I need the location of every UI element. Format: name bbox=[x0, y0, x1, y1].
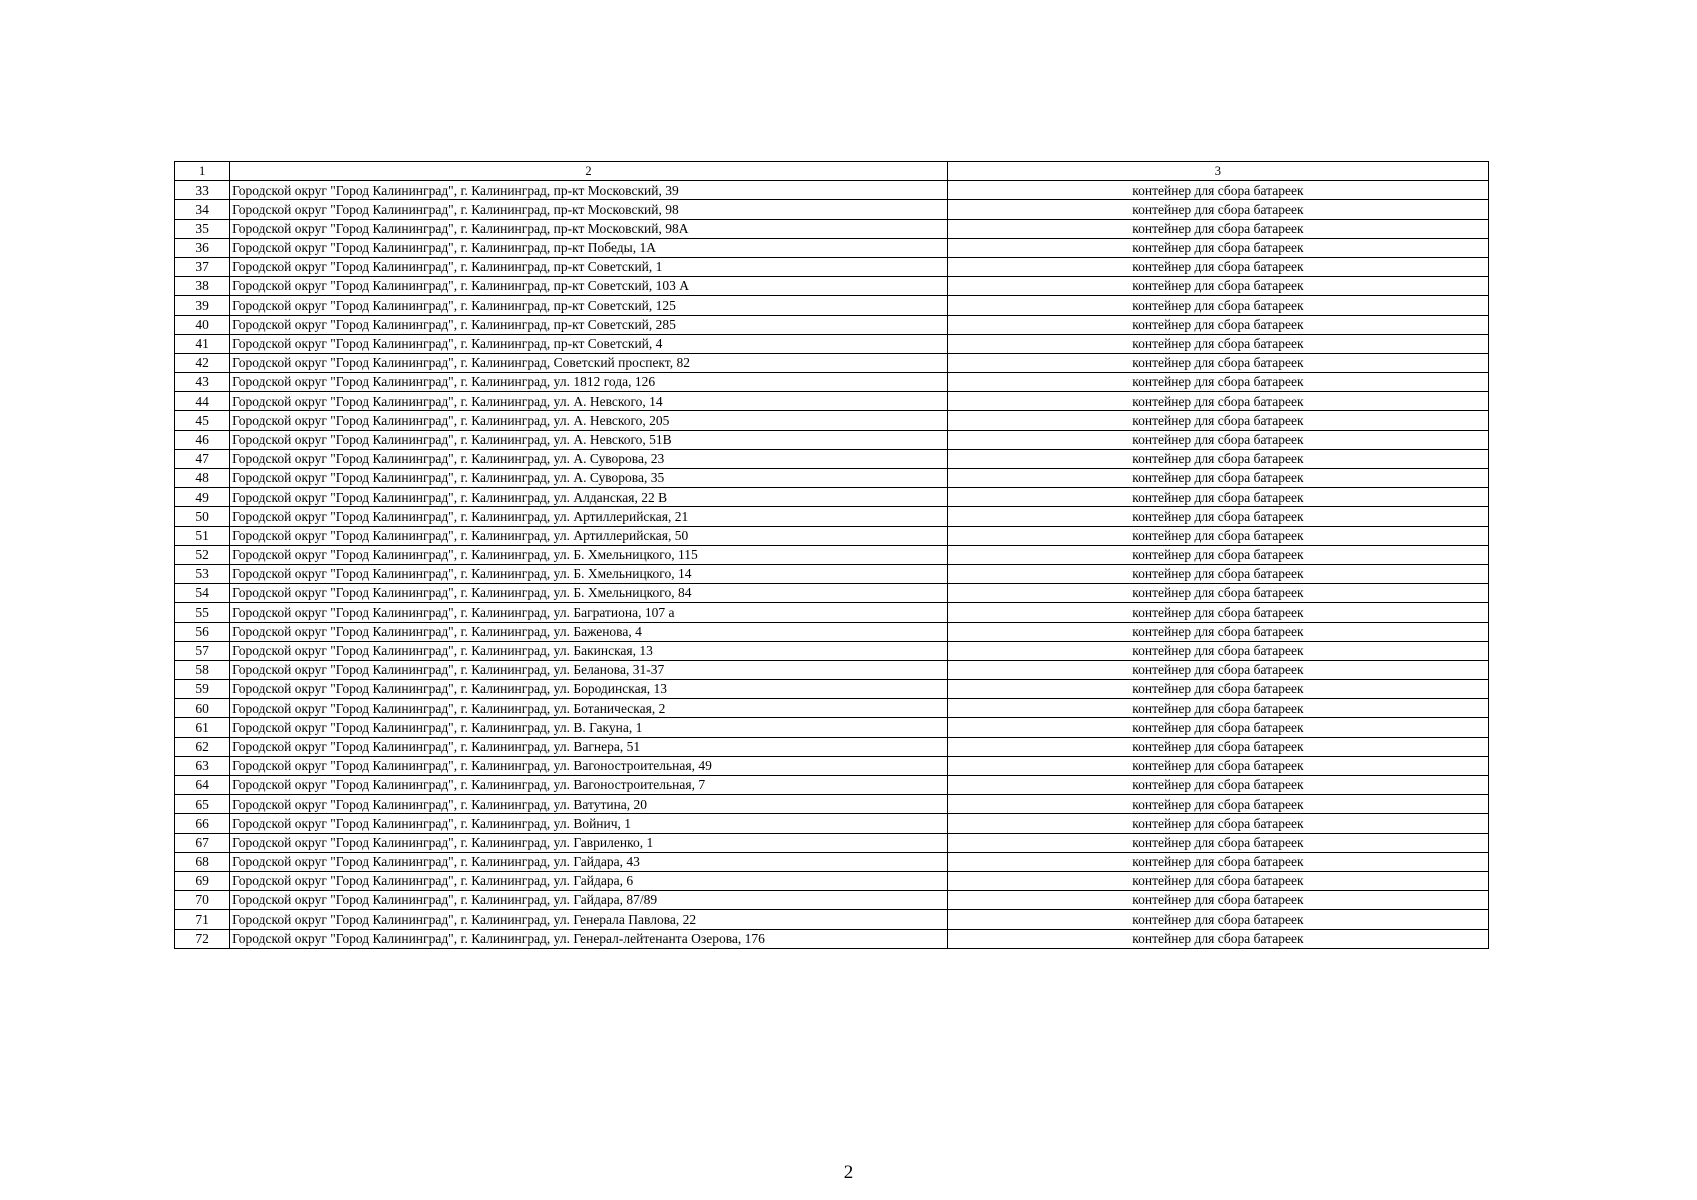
table-row bbox=[175, 852, 1489, 871]
row-number-cell: 46 bbox=[175, 430, 230, 449]
table-row bbox=[175, 660, 1489, 679]
row-type-cell: контейнер для сбора батареек bbox=[947, 257, 1488, 276]
table-row bbox=[175, 756, 1489, 775]
row-number-cell: 62 bbox=[175, 737, 230, 756]
row-type-cell: контейнер для сбора батареек bbox=[947, 871, 1488, 890]
row-address-cell: Городской округ "Город Калининград", г. Калининград, пр-кт Советский, 285 bbox=[230, 315, 948, 334]
row-type-cell: контейнер для сбора батареек bbox=[947, 929, 1488, 948]
table-header-row bbox=[175, 162, 1489, 181]
row-address-cell: Городской округ "Город Калининград", г. Калининград, ул. Алданская, 22 В bbox=[230, 488, 948, 507]
row-address-cell: Городской округ "Город Калининград", г. Калининград, ул. Ботаническая, 2 bbox=[230, 699, 948, 718]
table-row bbox=[175, 699, 1489, 718]
row-type-cell: контейнер для сбора батареек bbox=[947, 660, 1488, 679]
table-row bbox=[175, 814, 1489, 833]
row-type-cell: контейнер для сбора батареек bbox=[947, 353, 1488, 372]
table-row bbox=[175, 584, 1489, 603]
row-number-cell: 56 bbox=[175, 622, 230, 641]
row-type-cell: контейнер для сбора батареек bbox=[947, 373, 1488, 392]
row-type-cell: контейнер для сбора батареек bbox=[947, 392, 1488, 411]
table-row bbox=[175, 411, 1489, 430]
row-number-cell: 71 bbox=[175, 910, 230, 929]
row-number-cell: 37 bbox=[175, 257, 230, 276]
row-address-cell: Городской округ "Город Калининград", г. Калининград, пр-кт Московский, 98 bbox=[230, 200, 948, 219]
row-type-cell: контейнер для сбора батареек bbox=[947, 718, 1488, 737]
row-address-cell: Городской округ "Город Калининград", г. Калининград, ул. Войнич, 1 bbox=[230, 814, 948, 833]
row-address-cell: Городской округ "Город Калининград", г. Калининград, пр-кт Советский, 4 bbox=[230, 334, 948, 353]
table-row bbox=[175, 430, 1489, 449]
row-number-cell: 66 bbox=[175, 814, 230, 833]
row-address-cell: Городской округ "Город Калининград", г. Калининград, пр-кт Московский, 39 bbox=[230, 181, 948, 200]
row-number-cell: 33 bbox=[175, 181, 230, 200]
page-number: 2 bbox=[843, 1162, 854, 1183]
table-row bbox=[175, 277, 1489, 296]
row-number-cell: 57 bbox=[175, 641, 230, 660]
row-number-cell: 41 bbox=[175, 334, 230, 353]
row-number-cell: 58 bbox=[175, 660, 230, 679]
row-address-cell: Городской округ "Город Калининград", г. Калининград, ул. Вагоностроительная, 7 bbox=[230, 776, 948, 795]
table-row bbox=[175, 622, 1489, 641]
row-address-cell: Городской округ "Город Калининград", г. Калининград, ул. Гайдара, 43 bbox=[230, 852, 948, 871]
row-number-cell: 55 bbox=[175, 603, 230, 622]
row-address-cell: Городской округ "Город Калининград", г. Калининград, ул. Б. Хмельницкого, 115 bbox=[230, 545, 948, 564]
row-type-cell: контейнер для сбора батареек bbox=[947, 238, 1488, 257]
header-cell-number: 1 bbox=[175, 162, 230, 181]
table-row bbox=[175, 257, 1489, 276]
locations-table bbox=[174, 161, 1489, 949]
row-type-cell: контейнер для сбора батареек bbox=[947, 795, 1488, 814]
table-row bbox=[175, 833, 1489, 852]
header-cell-type: 3 bbox=[947, 162, 1488, 181]
row-number-cell: 53 bbox=[175, 564, 230, 583]
row-number-cell: 60 bbox=[175, 699, 230, 718]
table-row bbox=[175, 871, 1489, 890]
row-type-cell: контейнер для сбора батареек bbox=[947, 564, 1488, 583]
row-address-cell: Городской округ "Город Калининград", г. Калининград, ул. Бородинская, 13 bbox=[230, 680, 948, 699]
row-address-cell: Городской округ "Город Калининград", г. Калининград, пр-кт Победы, 1А bbox=[230, 238, 948, 257]
table-row bbox=[175, 603, 1489, 622]
table-row bbox=[175, 526, 1489, 545]
row-number-cell: 36 bbox=[175, 238, 230, 257]
row-address-cell: Городской округ "Город Калининград", г. Калининград, ул. Б. Хмельницкого, 84 bbox=[230, 584, 948, 603]
table-row bbox=[175, 795, 1489, 814]
row-address-cell: Городской округ "Город Калининград", г. Калининград, Советский проспект, 82 bbox=[230, 353, 948, 372]
row-number-cell: 35 bbox=[175, 219, 230, 238]
row-number-cell: 59 bbox=[175, 680, 230, 699]
table-row bbox=[175, 315, 1489, 334]
row-address-cell: Городской округ "Город Калининград", г. Калининград, ул. Гавриленко, 1 bbox=[230, 833, 948, 852]
row-address-cell: Городской округ "Город Калининград", г. Калининград, ул. А. Невского, 14 bbox=[230, 392, 948, 411]
table-body bbox=[175, 162, 1489, 949]
row-address-cell: Городской округ "Город Калининград", г. Калининград, ул. Вагнера, 51 bbox=[230, 737, 948, 756]
row-type-cell: контейнер для сбора батареек bbox=[947, 469, 1488, 488]
row-type-cell: контейнер для сбора батареек bbox=[947, 277, 1488, 296]
header-cell-address: 2 bbox=[230, 162, 948, 181]
row-number-cell: 38 bbox=[175, 277, 230, 296]
row-type-cell: контейнер для сбора батареек bbox=[947, 526, 1488, 545]
row-address-cell: Городской округ "Город Калининград", г. Калининград, ул. Артиллерийская, 21 bbox=[230, 507, 948, 526]
row-address-cell: Городской округ "Город Калининград", г. Калининград, пр-кт Советский, 1 bbox=[230, 257, 948, 276]
row-number-cell: 42 bbox=[175, 353, 230, 372]
row-type-cell: контейнер для сбора батареек bbox=[947, 584, 1488, 603]
row-address-cell: Городской округ "Город Калининград", г. Калининград, ул. Артиллерийская, 50 bbox=[230, 526, 948, 545]
row-type-cell: контейнер для сбора батареек bbox=[947, 181, 1488, 200]
row-type-cell: контейнер для сбора батареек bbox=[947, 449, 1488, 468]
row-type-cell: контейнер для сбора батареек bbox=[947, 219, 1488, 238]
row-type-cell: контейнер для сбора батареек bbox=[947, 833, 1488, 852]
row-type-cell: контейнер для сбора батареек bbox=[947, 296, 1488, 315]
table-row bbox=[175, 680, 1489, 699]
table-row bbox=[175, 238, 1489, 257]
table-row bbox=[175, 296, 1489, 315]
row-type-cell: контейнер для сбора батареек bbox=[947, 699, 1488, 718]
row-address-cell: Городской округ "Город Калининград", г. Калининград, ул. Б. Хмельницкого, 14 bbox=[230, 564, 948, 583]
row-address-cell: Городской округ "Город Калининград", г. Калининград, ул. Генерал-лейтенанта Озерова, 176 bbox=[230, 929, 948, 948]
row-type-cell: контейнер для сбора батареек bbox=[947, 910, 1488, 929]
row-type-cell: контейнер для сбора батареек bbox=[947, 622, 1488, 641]
row-number-cell: 69 bbox=[175, 871, 230, 890]
row-number-cell: 48 bbox=[175, 469, 230, 488]
row-number-cell: 44 bbox=[175, 392, 230, 411]
row-type-cell: контейнер для сбора батареек bbox=[947, 545, 1488, 564]
row-type-cell: контейнер для сбора батареек bbox=[947, 756, 1488, 775]
row-number-cell: 50 bbox=[175, 507, 230, 526]
row-number-cell: 54 bbox=[175, 584, 230, 603]
table-row bbox=[175, 181, 1489, 200]
row-address-cell: Городской округ "Город Калининград", г. Калининград, ул. Беланова, 31-37 bbox=[230, 660, 948, 679]
row-address-cell: Городской округ "Город Калининград", г. Калининград, пр-кт Советский, 125 bbox=[230, 296, 948, 315]
table-row bbox=[175, 891, 1489, 910]
row-address-cell: Городской округ "Город Калининград", г. Калининград, пр-кт Московский, 98А bbox=[230, 219, 948, 238]
table-row bbox=[175, 373, 1489, 392]
row-type-cell: контейнер для сбора батареек bbox=[947, 603, 1488, 622]
row-number-cell: 43 bbox=[175, 373, 230, 392]
row-type-cell: контейнер для сбора батареек bbox=[947, 411, 1488, 430]
row-address-cell: Городской округ "Город Калининград", г. Калининград, ул. Вагоностроительная, 49 bbox=[230, 756, 948, 775]
row-address-cell: Городской округ "Город Калининград", г. Калининград, ул. Ватутина, 20 bbox=[230, 795, 948, 814]
row-address-cell: Городской округ "Город Калининград", г. Калининград, ул. Генерала Павлова, 22 bbox=[230, 910, 948, 929]
row-number-cell: 61 bbox=[175, 718, 230, 737]
table-row bbox=[175, 449, 1489, 468]
row-type-cell: контейнер для сбора батареек bbox=[947, 891, 1488, 910]
table-row bbox=[175, 219, 1489, 238]
row-number-cell: 47 bbox=[175, 449, 230, 468]
row-type-cell: контейнер для сбора батареек bbox=[947, 334, 1488, 353]
row-address-cell: Городской округ "Город Калининград", г. Калининград, ул. А. Суворова, 35 bbox=[230, 469, 948, 488]
row-number-cell: 64 bbox=[175, 776, 230, 795]
row-number-cell: 45 bbox=[175, 411, 230, 430]
row-number-cell: 39 bbox=[175, 296, 230, 315]
row-type-cell: контейнер для сбора батареек bbox=[947, 430, 1488, 449]
table-row bbox=[175, 200, 1489, 219]
row-type-cell: контейнер для сбора батареек bbox=[947, 507, 1488, 526]
row-address-cell: Городской округ "Город Калининград", г. Калининград, ул. Баженова, 4 bbox=[230, 622, 948, 641]
row-type-cell: контейнер для сбора батареек bbox=[947, 737, 1488, 756]
table-row bbox=[175, 507, 1489, 526]
table-row bbox=[175, 929, 1489, 948]
row-type-cell: контейнер для сбора батареек bbox=[947, 680, 1488, 699]
row-number-cell: 52 bbox=[175, 545, 230, 564]
table-row bbox=[175, 910, 1489, 929]
row-number-cell: 49 bbox=[175, 488, 230, 507]
row-type-cell: контейнер для сбора батареек bbox=[947, 852, 1488, 871]
row-address-cell: Городской округ "Город Калининград", г. Калининград, ул. В. Гакуна, 1 bbox=[230, 718, 948, 737]
table-row bbox=[175, 776, 1489, 795]
row-number-cell: 34 bbox=[175, 200, 230, 219]
table-row bbox=[175, 641, 1489, 660]
table-row bbox=[175, 545, 1489, 564]
row-number-cell: 67 bbox=[175, 833, 230, 852]
row-type-cell: контейнер для сбора батареек bbox=[947, 814, 1488, 833]
row-address-cell: Городской округ "Город Калининград", г. Калининград, ул. А. Невского, 51В bbox=[230, 430, 948, 449]
row-type-cell: контейнер для сбора батареек bbox=[947, 315, 1488, 334]
row-address-cell: Городской округ "Город Калининград", г. Калининград, ул. Гайдара, 6 bbox=[230, 871, 948, 890]
table-row bbox=[175, 469, 1489, 488]
table-row bbox=[175, 334, 1489, 353]
row-type-cell: контейнер для сбора батареек bbox=[947, 200, 1488, 219]
table-row bbox=[175, 488, 1489, 507]
row-type-cell: контейнер для сбора батареек bbox=[947, 776, 1488, 795]
row-address-cell: Городской округ "Город Калининград", г. Калининград, ул. 1812 года, 126 bbox=[230, 373, 948, 392]
row-address-cell: Городской округ "Город Калининград", г. Калининград, ул. Бакинская, 13 bbox=[230, 641, 948, 660]
row-address-cell: Городской округ "Город Калининград", г. Калининград, пр-кт Советский, 103 А bbox=[230, 277, 948, 296]
row-number-cell: 68 bbox=[175, 852, 230, 871]
row-number-cell: 72 bbox=[175, 929, 230, 948]
row-type-cell: контейнер для сбора батареек bbox=[947, 488, 1488, 507]
row-number-cell: 70 bbox=[175, 891, 230, 910]
row-address-cell: Городской округ "Город Калининград", г. Калининград, ул. А. Невского, 205 bbox=[230, 411, 948, 430]
row-address-cell: Городской округ "Город Калининград", г. Калининград, ул. Гайдара, 87/89 bbox=[230, 891, 948, 910]
table-row bbox=[175, 718, 1489, 737]
row-type-cell: контейнер для сбора батареек bbox=[947, 641, 1488, 660]
row-number-cell: 65 bbox=[175, 795, 230, 814]
row-address-cell: Городской округ "Город Калининград", г. Калининград, ул. Багратиона, 107 а bbox=[230, 603, 948, 622]
table-row bbox=[175, 392, 1489, 411]
row-number-cell: 51 bbox=[175, 526, 230, 545]
row-number-cell: 40 bbox=[175, 315, 230, 334]
table-row bbox=[175, 353, 1489, 372]
row-address-cell: Городской округ "Город Калининград", г. Калининград, ул. А. Суворова, 23 bbox=[230, 449, 948, 468]
row-number-cell: 63 bbox=[175, 756, 230, 775]
table-row bbox=[175, 737, 1489, 756]
table-row bbox=[175, 564, 1489, 583]
